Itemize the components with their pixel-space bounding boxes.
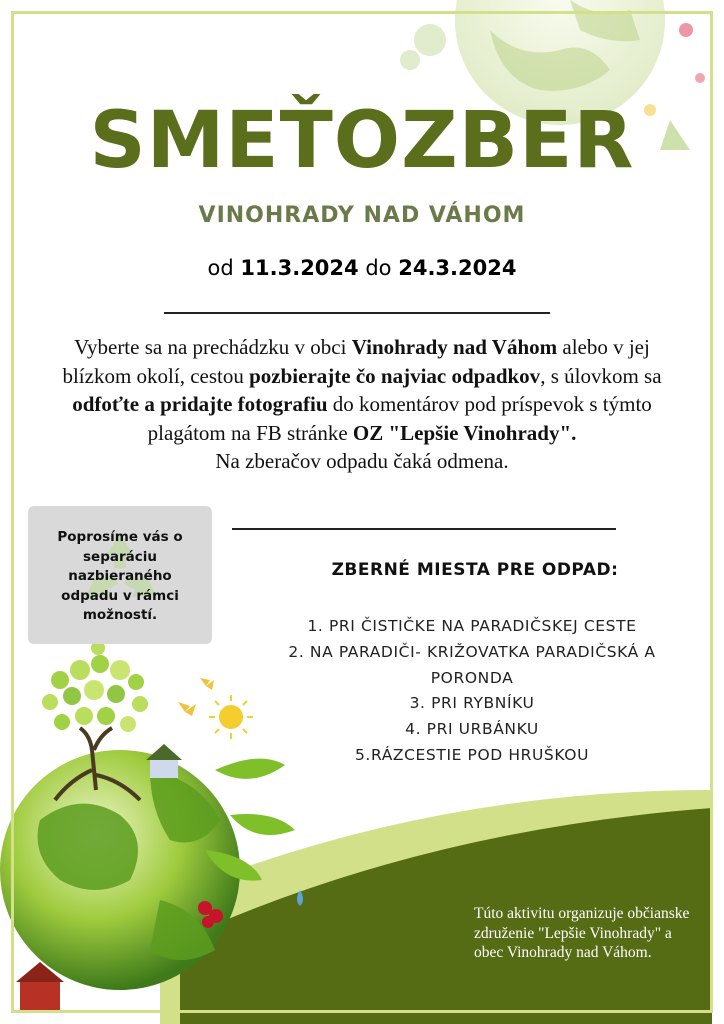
collection-point: 1. PRI ČISTIČKE NA PARADIČSKEJ CESTE	[307, 617, 637, 635]
separation-note: Poprosíme vás o separáciu nazbieraného odpadu v rámci možností.	[57, 529, 183, 623]
date-from: 11.3.2024	[240, 256, 359, 280]
intro-part: do komentárov pod príspevok s týmto plagátom na FB stránke	[147, 392, 652, 445]
date-from-label: od	[207, 256, 234, 280]
collection-point: 5.RÁZCESTIE POD HRUŠKOU	[354, 745, 590, 764]
divider-top	[164, 312, 550, 314]
collection-point: 2. NA PARADIČI- KRIŽOVATKA PARADIČSKÁ A PORONDA	[288, 642, 656, 687]
date-to-label: do	[365, 256, 392, 280]
intro-part: alebo v jej blízkom okolí, cestou	[62, 335, 650, 388]
intro-part: , s úlovkom sa	[540, 363, 662, 388]
intro-text	[40, 333, 684, 476]
intro-bold: odfoťte a pridajte fotografiu	[72, 392, 328, 416]
intro-bold: pozbierajte čo najviac odpadkov	[249, 363, 541, 388]
date-to: 24.3.2024	[398, 256, 517, 280]
intro-bold: OZ "Lepšie Vinohrady".	[352, 420, 577, 445]
intro-part: Vyberte sa na prechádzku v obci	[74, 335, 352, 359]
poster-subtitle: VINOHRADY NAD VÁHOM	[198, 203, 526, 228]
divider-middle	[232, 528, 616, 530]
date-range	[0, 256, 724, 280]
poster-title: SMEŤOZBER	[89, 96, 635, 186]
reward-text: Na zberačov odpadu čaká odmena.	[215, 449, 509, 473]
collection-points-title: ZBERNÉ MIESTA PRE ODPAD:	[331, 560, 619, 580]
collection-points-list	[262, 614, 682, 769]
organizer-text: Túto aktivitu organizuje občianske združenie "Lepšie Vinohrady" a obec Vinohrady nad Váhom.	[474, 905, 690, 961]
collection-point: 4. PRI URBÁNKU	[405, 720, 539, 739]
intro-bold: Vinohrady nad Váhom	[351, 335, 558, 359]
collection-point: 3. PRI RYBNÍKU	[409, 694, 535, 713]
